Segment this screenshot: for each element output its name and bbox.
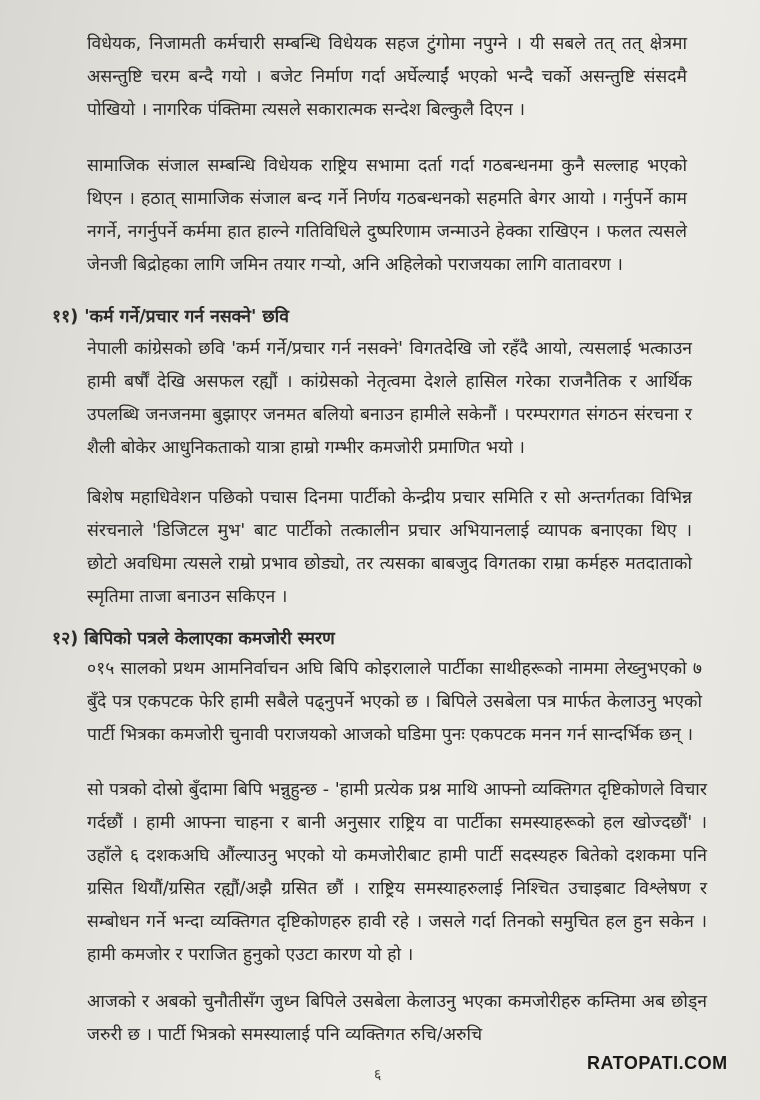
paragraph-social-media-bill: सामाजिक संजाल सम्बन्धि विधेयक राष्ट्रिय सभामा दर्ता गर्दा गठबन्धनमा कुनै सल्लाह भएको थिएन । हठात् सामाजिक संजाल बन्द गर्ने निर्णय गठबन्धनको सहमति बेगर आयो । गर्नुपर्ने काम नगर्ने, नगर्नुपर्ने कर्ममा हात हाल्ने गतिविधिले दुष्परिणाम जन्माउने हेक्का राखिएन । फलत त्यसले जेनजी बिद्रोहका लागि जमिन तयार गऱ्यो, अनि अहिलेको पराजयका लागि वातावरण ।	[87, 156, 687, 275]
paragraph-bp-letter: ०१५ सालको प्रथम आमनिर्वाचन अघि बिपि कोइरालाले पार्टीका साथीहरूको नाममा लेख्नुभएको ७ बुँदे पत्र एकपटक फेरि हामी सबैले पढ्नुपर्ने भएको छ । बिपिले उसबेला पत्र मार्फत केलाउनु भएको पार्टी भित्रका कमजोरी चुनावी पराजयको आजको घडिमा पुनः एकपटक मनन गर्न सान्दर्भिक छन् ।	[87, 659, 702, 745]
page-number: ६	[374, 1067, 382, 1083]
paragraph-digital-move: बिशेष महाधिवेशन पछिको पचास दिनमा पार्टीको केन्द्रीय प्रचार समिति र सो अन्तर्गतका विभिन्न संरचनाले 'डिजिटल मुभ' बाट पार्टीको तत्कालीन प्रचार अभियानलाई व्यापक बनाएका थिए । छोटो अवधिमा त्यसले राम्रो प्रभाव छोड्यो, तर त्यसका बाबजुद विगतका राम्रा कर्महरु मतदाताको स्मृतिमा ताजा बनाउन सकिएन ।	[87, 488, 692, 607]
paragraph-challenges: आजको र अबको चुनौतीसँग जुध्न बिपिले उसबेला केलाउनु भएका कमजोरीहरु कम्तिमा अब छोड्न जरुरी छ । पार्टी भित्रको समस्यालाई पनि व्यक्तिगत रुचि/अरुचि	[87, 992, 707, 1045]
watermark-logo: RATOPATI.COM	[587, 1053, 728, 1073]
section-heading-12: १२) बिपिको पत्रले केलाएका कमजोरी स्मरण	[52, 629, 335, 649]
paragraph-congress-image: नेपाली कांग्रेसको छवि 'कर्म गर्ने/प्रचार गर्न नसक्ने' विगतदेखि जो रहँदै आयो, त्यसलाई भत्काउन हामी बर्षौं देखि असफल रह्यौं । कांग्रेसको नेतृत्वमा देशले हासिल गरेका राजनैतिक र आर्थिक उपलब्धि जनजनमा बुझाएर जनमत बलियो बनाउन हामीले सकेनौं । परम्परागत संगठन संरचना र शैली बोकेर आधुनिकताको यात्रा हाम्रो गम्भीर कमजोरी प्रमाणित भयो ।	[87, 339, 692, 458]
section-heading-11: ११) 'कर्म गर्ने/प्रचार गर्न नसक्ने' छवि	[52, 307, 289, 327]
paragraph-bills-dissatisfaction: विधेयक, निजामती कर्मचारी सम्बन्धि विधेयक सहज टुंगोमा नपुग्ने । यी सबले तत् तत् क्षेत्रमा असन्तुष्टि चरम बन्दै गयो । बजेट निर्माण गर्दा अर्घेल्याईं भएको भन्दै चर्को असन्तुष्टि संसदमै पोखियो । नागरिक पंक्तिमा त्यसले सकारात्मक सन्देश बिल्कुलै दिएन ।	[87, 34, 687, 120]
paragraph-bp-quote: सो पत्रको दोस्रो बुँदामा बिपि भन्नुहुन्छ - 'हामी प्रत्येक प्रश्न माथि आफ्नो व्यक्तिगत दृष्टिकोणले विचार गर्दछौं । हामी आफ्ना चाहना र बानी अनुसार राष्ट्रिय वा पार्टीका समस्याहरूको हल खोज्दछौं' । उहाँले ६ दशकअघि औंल्याउनु भएको यो कमजोरीबाट हामी पार्टी सदस्यहरु बितेको दशकमा पनि ग्रसित थियौं/ग्रसित रह्यौं/अझै ग्रसित छौं । राष्ट्रिय समस्याहरुलाई निश्चित उचाइबाट विश्लेषण र सम्बोधन गर्ने भन्दा व्यक्तिगत दृष्टिकोणहरु हावी रहे । जसले गर्दा तिनको समुचित हल हुन सकेन । हामी कमजोर र पराजित हुनुको एउटा कारण यो हो ।	[87, 780, 707, 965]
